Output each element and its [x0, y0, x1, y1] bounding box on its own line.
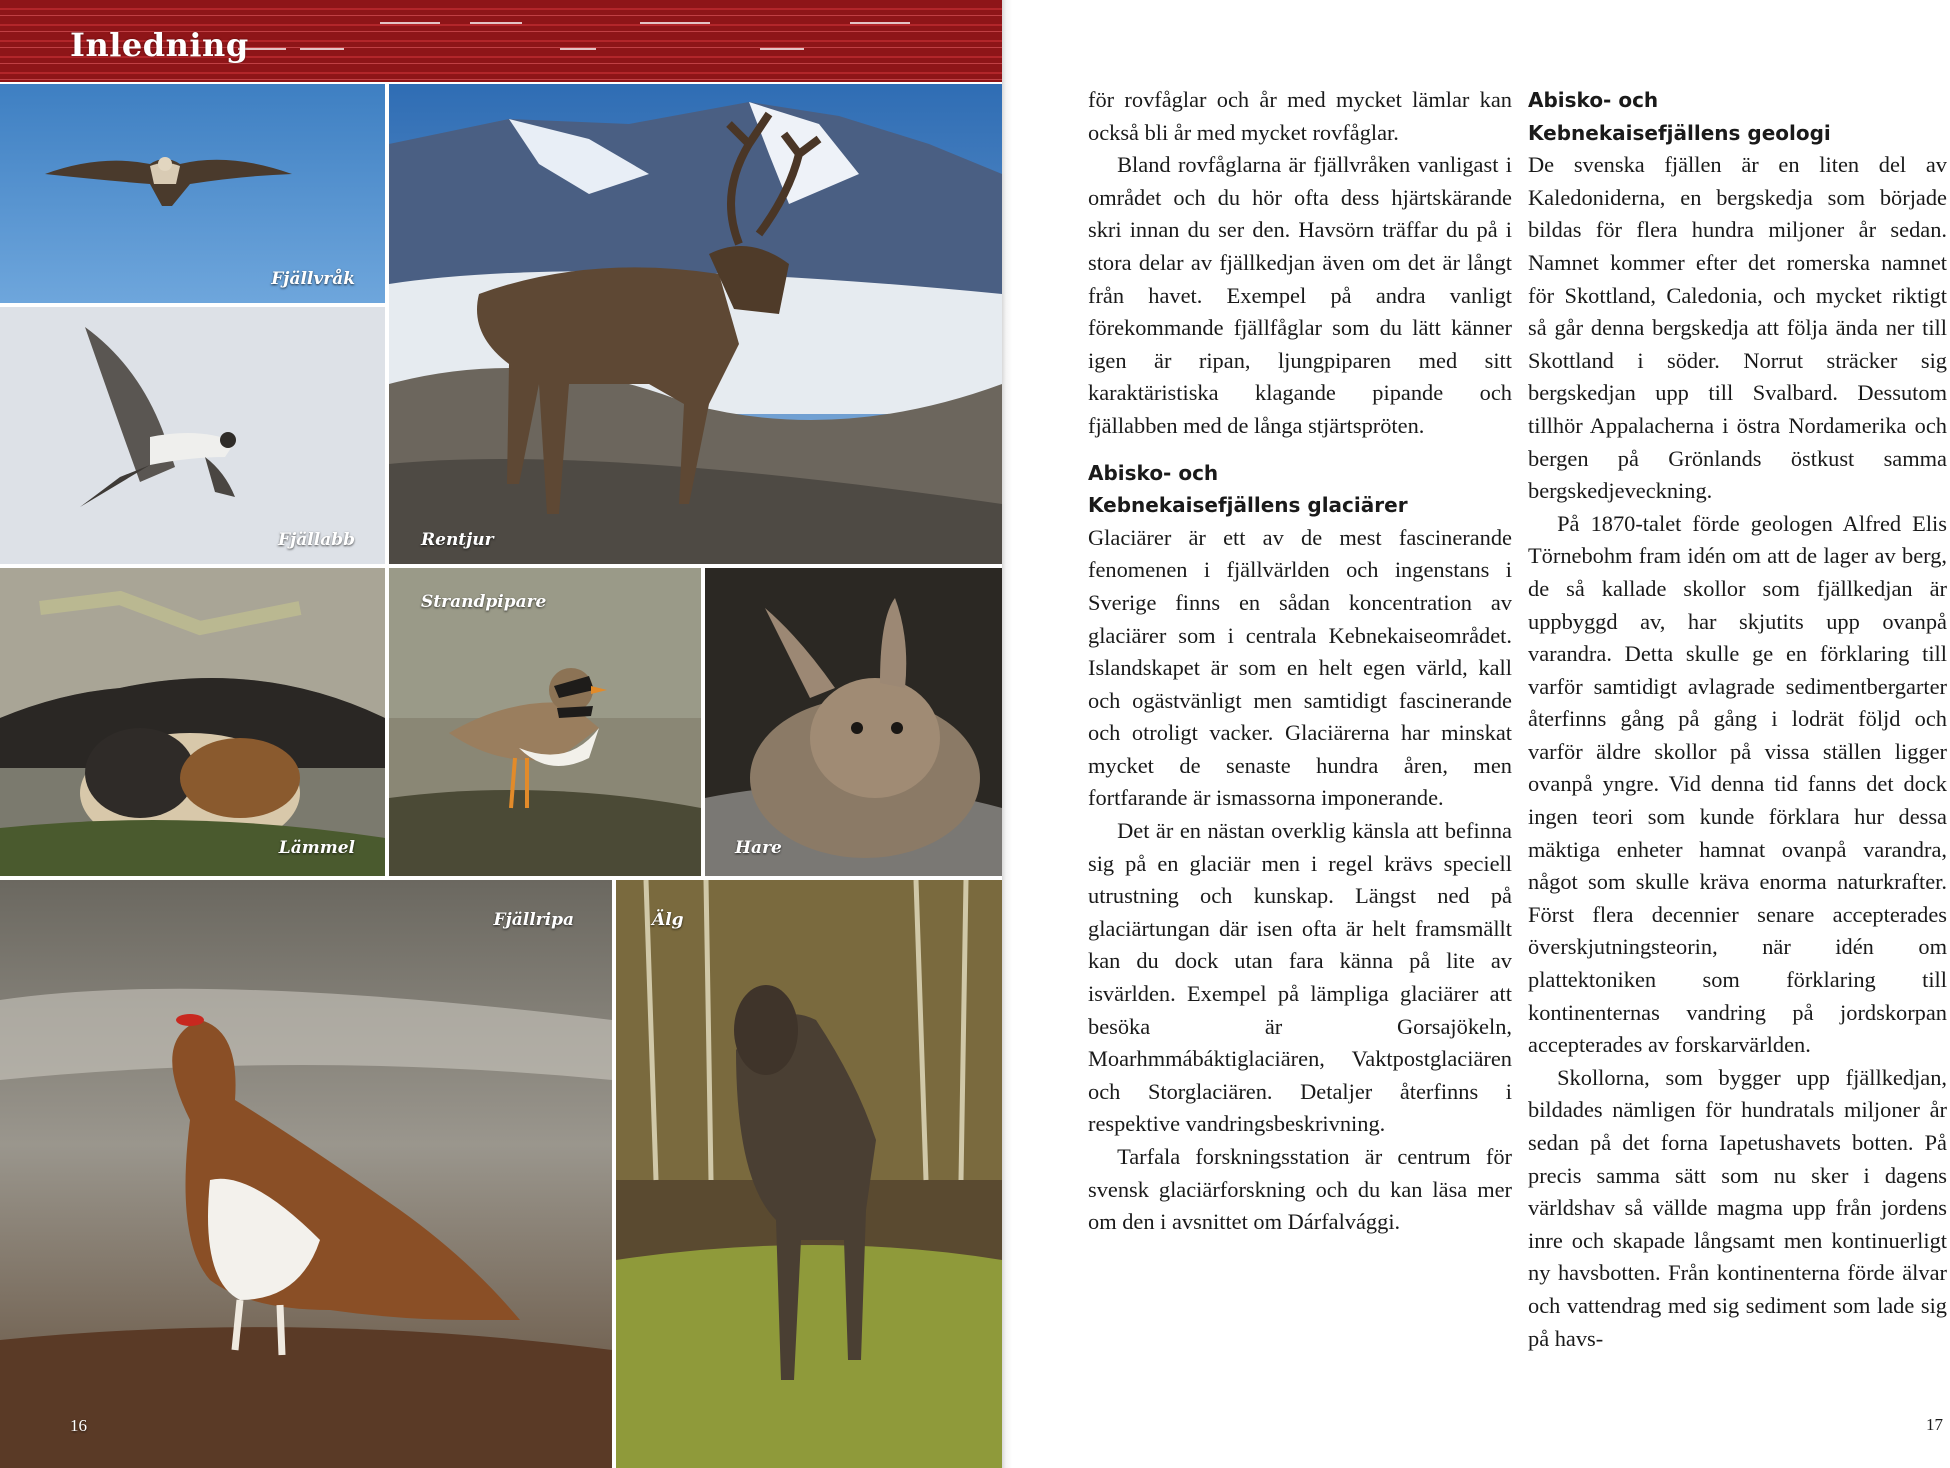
- photo-caption-fjallabb: Fjällabb: [278, 530, 355, 550]
- page-number-right: 17: [1926, 1415, 1943, 1434]
- photo-caption-strandpipare: Strandpipare: [421, 592, 547, 612]
- subheading-line: Abisko- och: [1528, 88, 1659, 112]
- paragraph: Bland rovfåglarna är fjällvråken vanligast i området och du hör ofta dess hjärtskärande skri innan du ser den. Havsörn träffar du på i stora delar av fjällkedjan även om det är långt från havet. Exempel på andra vanligt förekommande fjällfåglar som du lätt känner igen är ripan, ljungpiparen med sitt karaktäristiska klagande pipande och fjällabben med de långa stjärtspröten.: [1088, 152, 1512, 438]
- moose-image: [616, 880, 1002, 1468]
- photo-caption-hare: Hare: [735, 838, 782, 858]
- photo-alg: [616, 880, 1002, 1468]
- page-number-left: 16: [70, 1416, 87, 1435]
- photo-fjallvrak: [0, 84, 385, 303]
- paragraph: Tarfala forskningsstation är centrum för svensk glaciärforskning och du kan läsa mer om den i avsnittet om Dárfalvággi.: [1088, 1144, 1512, 1235]
- photo-lammel: [0, 568, 385, 876]
- photo-caption-lammel: Lämmel: [278, 838, 355, 858]
- photo-caption-fjallvrak: Fjällvråk: [271, 269, 355, 289]
- paragraph: På 1870-talet förde geologen Alfred Elis Törnebohm fram idén om att de lager av berg, de så kallade skollor som fjällkedjan är uppbyggd av, har skjutits upp ovanpå varandra. Detta skulle ge en förklaring till varför samtidigt avlagrade sedimentbergarter återfinns gång på gång i lodrät följd och varför äldre skollor på vissa ställen ligger ovanpå yngre. Vid denna tid fanns det dock ingen teori som kunde förklara hur dessa mäktiga enheter hamnat ovanpå varandra, något som skulle kräva enorma naturkrafter. Först flera decennier senare accepterades överskjutningsteorin, när idén om plattektoniken som förklaring till kontinenternas vandring på jordskorpan accepterades av forskarvärlden.: [1528, 510, 1947, 1058]
- photo-rentjur: [389, 84, 1002, 564]
- section-header-band: [0, 0, 1002, 82]
- photo-caption-rentjur: Rentjur: [421, 530, 494, 550]
- paragraph: Glaciärer är ett av de mest fascinerande fenomenen i fjällvärlden och ingenstans i Sverige finns en sådan koncentration av glaciärer som i centrala Kebnekaiseområdet. Islandskapet är som en helt egen värld, kall och ogästvänligt men samtidigt fascinerande och otroligt vacker. Glaciärerna har minskat mycket de senaste hundra åren, men fortfarande är ismassorna imponerande.: [1088, 524, 1512, 811]
- reindeer-image: [389, 84, 1002, 564]
- ptarmigan-image: [0, 880, 612, 1468]
- paragraph: Det är en nästan overklig känsla att befinna sig på en glaciär men i regel krävs speciell utrustning och kunskap. Längst ned på glaciärtungan där isen ofta är helt framsmällt kan du dock utan fara känna på lite av isvärlden. Exempel på lämpliga glaciärer att besöka är Gorsajökeln, Moarhmmábáktiglaciären, Vaktpostglaciären och Storglaciären. Detaljer återfinns i respektive vandringsbeskrivning.: [1088, 818, 1512, 1137]
- text-column-1: [1088, 84, 1512, 1239]
- subheading-line: Kebnekaisefjällens geologi: [1528, 120, 1831, 145]
- subheading-line: Abisko- och: [1088, 460, 1219, 485]
- subheading-line: Kebnekaisefjällens glaciärer: [1088, 493, 1408, 518]
- photo-caption-fjallripa: Fjällripa: [493, 910, 574, 930]
- subheading-geology: [1528, 84, 1947, 149]
- paragraph: Skollorna, som bygger upp fjällkedjan, bildades nämligen för hundratals miljoner år sedan på det forna Iapetushavets botten. På precis samma sätt som nu sker i dagens världshav så vällde magma upp från jordens inre och skapade långsamt men kontinuerligt ny havsbotten. Från kontinenterna förde älvar och vattendrag med sig sediment som lade sig på havs-: [1528, 1064, 1947, 1351]
- right-page: [1012, 0, 1950, 1468]
- paragraph: för rovfåglar och år med mycket lämlar kan också bli år med mycket rovfåglar.: [1088, 87, 1512, 145]
- paragraph: De svenska fjällen är en liten del av Kaledoniderna, en bergskedja som började bildas för flera hundra miljoner år sedan. Namnet kommer efter det romerska namnet för Skottland, Caledonia, och mycket riktigt så går denna bergskedja att följa ända ner till Skottland i söder. Norrut sträcker sig bergskedjan upp till Svalbard. Dessutom tillhör Appalacherna i östra Nordamerika och bergen på Grönlands östkust samma bergskedjeveckning.: [1528, 152, 1947, 504]
- photo-hare: [705, 568, 1002, 876]
- hare-image: [705, 568, 1002, 876]
- lemming-image: [0, 568, 385, 876]
- section-title: Inledning: [70, 26, 249, 64]
- skua-image: [0, 307, 385, 564]
- book-gutter: [1002, 0, 1012, 1468]
- text-column-2: [1528, 84, 1947, 1355]
- plover-image: [389, 568, 701, 876]
- photo-fjallripa: [0, 880, 612, 1468]
- photo-fjallabb: [0, 307, 385, 564]
- photo-caption-alg: Älg: [652, 910, 684, 930]
- subheading-glaciers: [1088, 457, 1512, 522]
- photo-strandpipare: [389, 568, 701, 876]
